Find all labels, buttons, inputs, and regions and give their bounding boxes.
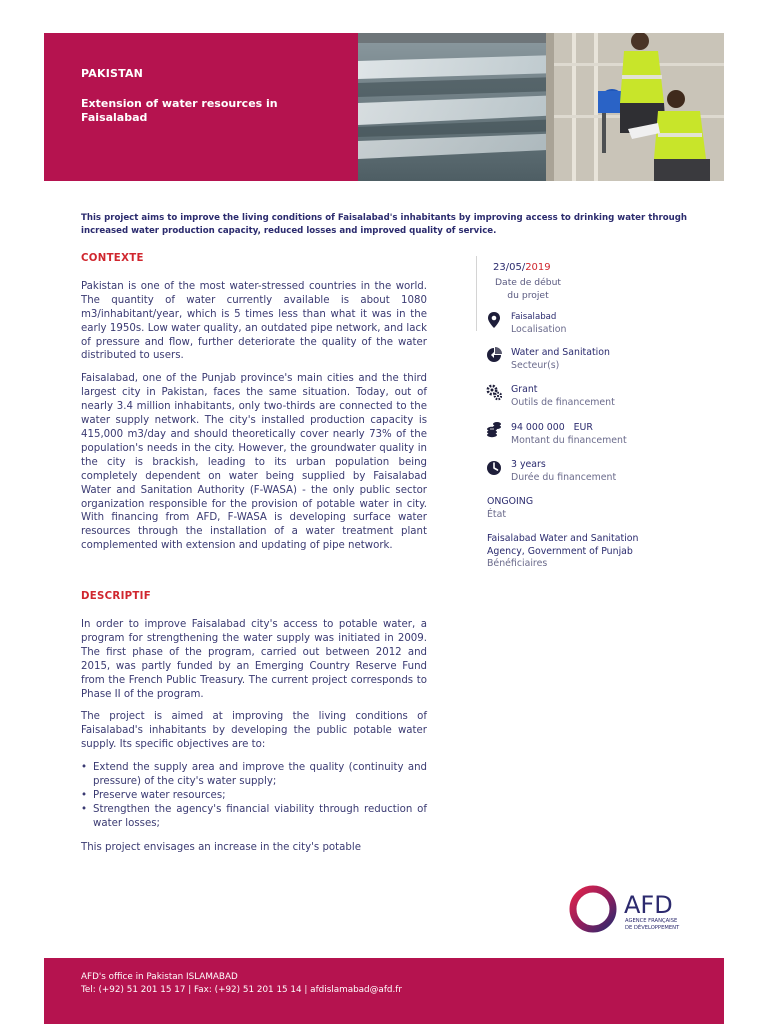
duration-block [511,459,616,484]
location-block [511,311,567,336]
amount-block [511,422,627,447]
descriptif-closing: This project envisages an increase in the city's potable [81,841,361,853]
header-banner [44,33,358,181]
coins-icon [486,421,502,439]
beneficiary-label: Bénéficiaires [487,558,548,569]
objectives-list [81,761,427,831]
afd-logo-name: AFD [624,891,673,919]
start-date [493,262,551,273]
location-label: Localisation [511,323,567,335]
sector-value: Water and Sanitation [511,347,610,358]
financing-tool-block [511,384,615,409]
location-value: Faisalabad [511,312,557,322]
descriptif-paragraph: The project is aimed at improving the living conditions of Faisalabad's inhabitants by developing the public potable water supply. Its specific objectives are to: [81,711,427,751]
footer-banner [44,958,724,1024]
descriptif-paragraph: In order to improve Faisalabad city's access to potable water, a program for strengthening the water supply was initiated in 2009. The first phase of the program, carried out between 2012 and 2015, was partly funded by an Emerging Country Reserve Fund from the French Public Treasury. The current project corresponds to Phase II of the program. [81,619,427,700]
afd-logo [568,884,698,934]
duration-label: Durée du financement [511,471,617,483]
financing-tool-value: Grant [511,384,538,395]
list-item: • Extend the supply area and improve the quality (continuity and pressure) of the city's water supply; [93,761,427,789]
status-value: ONGOING [487,496,534,507]
list-item: • Strengthen the agency's financial viability through reduction of water losses; [93,803,427,831]
location-pin-icon [486,311,502,329]
sector-label: Secteur(s) [511,359,560,371]
gears-icon [486,383,502,401]
start-date-year: 2019 [525,262,551,273]
duration-value: 3 years [511,459,546,470]
amount-label: Montant du financement [511,434,627,446]
footer-contact: Tel: (+92) 51 201 15 17 | Fax: (+92) 51 201 15 14 | afdislamabad@afd.fr [81,985,403,995]
footer-office: AFD's office in Pakistan ISLAMABAD [81,972,238,982]
sector-block [511,347,610,372]
beneficiary-value: Faisalabad Water and Sanitation Agency, Government of Punjab [487,533,639,557]
country-label: PAKISTAN [81,67,144,80]
afd-logo-mark [568,884,698,934]
start-date-label: Date de début du projet [494,277,562,301]
status-label: État [487,508,507,520]
beneficiary-block [487,533,672,571]
main-content [81,252,427,864]
afd-logo-line2: DE DÉVELOPPEMENT [625,925,680,931]
contexte-heading: CONTEXTE [81,253,144,264]
water-plant-photo [358,33,724,181]
contexte-paragraph: Pakistan is one of the most water-stressed countries in the world. The quantity of water currently available is about 1080 m3/inhabitant/year, which is 5 times less than what it was in the early 1950s. Low water quality, an outdated pipe network, and lack of pressure and flow, further deteriorate the quality of the water distributed to users. [81,280,427,362]
contexte-paragraph: Faisalabad, one of the Punjab province's main cities and the third largest city in Pakistan, faces the same situation. Today, out of nearly 3.4 million inhabitants, only two-thirds are connected to the water supply network. The city's installed production capacity is 415,000 m3/day and should theoretically cover nearly 73% of the population's needs in the city. However, the groundwater quality in the city is brackish, leading to its urban population being completely dependent on water being supplied by Faisalabad Water and Sanitation Authority (F-WASA) - the only public sector organization responsible for the provision of potable water in city. With financing from AFD, F-WASA is developing surface water resources through the installation of a water treatment plant complemented with extension and updating of pipe network. [81,373,427,552]
sidebar-divider [476,256,477,331]
financing-tool-label: Outils de financement [511,396,615,408]
project-summary: This project aims to improve the living conditions of Faisalabad's inhabitants by improving access to drinking water through increased water production capacity, reduced losses and improved quality of service. [81,213,687,236]
clock-icon [486,458,502,476]
afd-logo-line1: AGENCE FRANÇAISE [625,918,678,924]
list-item: • Preserve water resources; [93,789,427,803]
project-title: Extension of water resources in Faisalabad [81,97,278,124]
header-photo [358,33,724,181]
status-block [487,496,533,521]
start-date-day: 23/05/ [493,262,526,273]
descriptif-heading: DESCRIPTIF [81,591,152,603]
sector-icon [486,346,502,364]
amount-value: 94 000 000 EUR [511,422,593,433]
